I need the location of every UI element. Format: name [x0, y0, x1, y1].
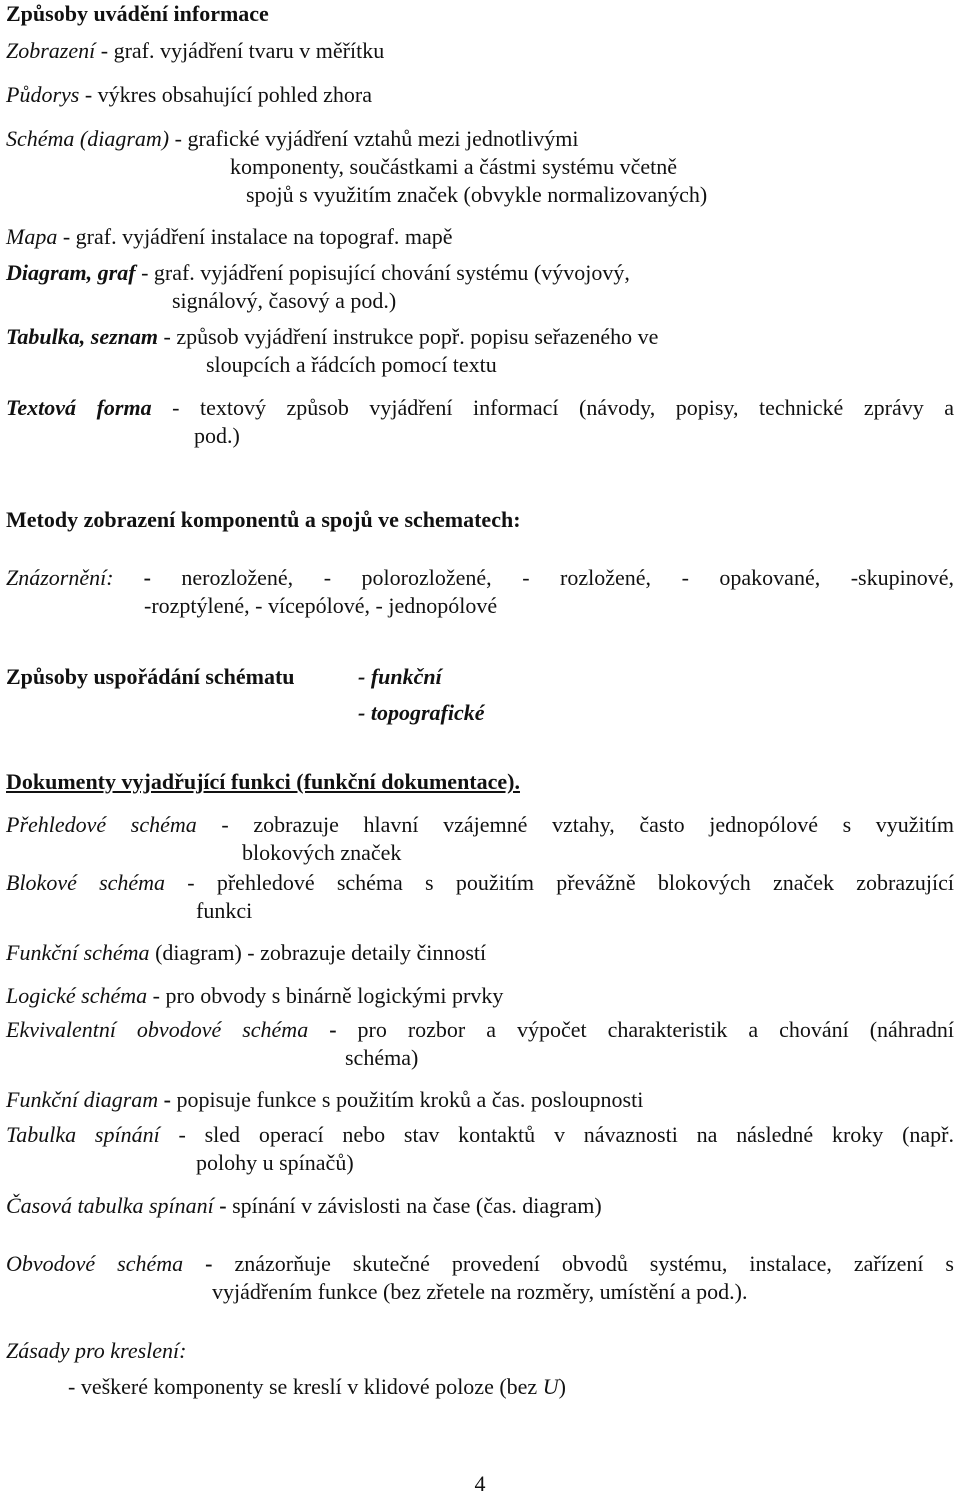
- doc-dash: -: [213, 1193, 227, 1218]
- def-term: Mapa: [6, 224, 58, 249]
- def-continuation: sloupcích a řádcích pomocí textu: [206, 352, 497, 377]
- def-continuation: signálový, časový a pod.): [172, 288, 397, 313]
- def-textova-forma: [6, 394, 954, 450]
- def-tabulka-seznam: [6, 323, 954, 379]
- def-text: - graf. vyjádření instalace na topograf. mapě: [57, 224, 453, 249]
- doc-text: - zobrazuje hlavní vzájemné vztahy, často jednopólové s využitím: [196, 812, 954, 837]
- heading-text: Způsoby uvádění informace: [6, 1, 269, 26]
- doc-dash: -: [183, 1251, 213, 1276]
- def-mapa: [6, 223, 954, 251]
- def-text: - textový způsob vyjádření informací (návody, popisy, technické zprávy a: [151, 395, 955, 420]
- znazorneni-term: Znázornění:: [6, 565, 114, 590]
- znazorneni-line2: -rozptýlené, - vícepólové, - jednopólové: [144, 593, 498, 618]
- doc-text: pro rozbor a výpočet charakteristik a chování (náhradní: [336, 1017, 955, 1042]
- doc-text: - sled operací nebo stav kontaktů v návaznosti na následné kroky (např.: [159, 1122, 954, 1147]
- doc-term: Ekvivalentní obvodové schéma: [6, 1017, 309, 1042]
- def-continuation: pod.): [194, 423, 240, 448]
- doc-continuation: schéma): [345, 1045, 419, 1070]
- heading-methods: [6, 506, 954, 534]
- heading-docs: [6, 768, 954, 796]
- def-continuation: spojů s využitím značek (obvykle normalizovaných): [246, 182, 708, 207]
- heading-text: Metody zobrazení komponentů a spojů ve schematech:: [6, 507, 521, 532]
- doc-prehledove-schema: [6, 811, 954, 867]
- doc-logicke-schema: [6, 982, 954, 1010]
- doc-tabulka-spinani: [6, 1121, 954, 1177]
- doc-term: Tabulka spínání: [6, 1122, 160, 1147]
- heading-main: [6, 0, 954, 28]
- doc-funkcni-schema: [6, 939, 954, 967]
- doc-term: Obvodové schéma: [6, 1251, 184, 1276]
- def-diagram-graf: [6, 259, 954, 315]
- doc-text: znázorňuje skutečné provedení obvodů systému, instalace, zařízení s: [212, 1251, 954, 1276]
- doc-casova-tabulka: [6, 1192, 954, 1220]
- def-term: Diagram, graf: [6, 260, 136, 285]
- doc-continuation: polohy u spínačů): [196, 1150, 354, 1175]
- doc-term: Logické schéma: [6, 983, 148, 1008]
- heading-text: Dokumenty vyjadřující funkci (funkční dokumentace).: [6, 769, 520, 794]
- def-term: Půdorys: [6, 82, 80, 107]
- doc-term: Funkční diagram: [6, 1087, 159, 1112]
- zasady-item: [6, 1373, 954, 1401]
- doc-ekvivalentni-schema: [6, 1016, 954, 1072]
- def-term: Textová forma: [6, 395, 152, 420]
- doc-text: - přehledové schéma s použitím převážně blokových značek zobrazující: [165, 870, 955, 895]
- zasady-heading: Zásady pro kreslení:: [6, 1338, 187, 1363]
- doc-term: Časová tabulka spínaní: [6, 1193, 214, 1218]
- def-term: Zobrazení: [6, 38, 96, 63]
- doc-continuation: vyjádřením funkce (bez zřetele na rozměry, umístění a pod.).: [212, 1279, 748, 1304]
- def-text: - graf. vyjádření tvaru v měřítku: [95, 38, 385, 63]
- doc-continuation: blokových značek: [242, 840, 402, 865]
- def-zobrazeni: [6, 37, 954, 65]
- def-text: - grafické vyjádření vztahů mezi jednotlivými: [169, 126, 579, 151]
- usporadani-label: Způsoby uspořádání schématu: [6, 664, 295, 689]
- def-term: Tabulka, seznam: [6, 324, 159, 349]
- doc-term: Přehledové schéma: [6, 812, 197, 837]
- def-text: - výkres obsahující pohled zhora: [79, 82, 372, 107]
- zasady-block: [6, 1337, 954, 1401]
- doc-text: - pro obvody s binárně logickými prvky: [147, 983, 504, 1008]
- doc-term: Funkční schéma: [6, 940, 150, 965]
- usporadani-option: - funkční: [358, 664, 442, 689]
- doc-text: (diagram) - zobrazuje detaily činností: [149, 940, 487, 965]
- zasady-item-text: - veškeré komponenty se kreslí v klidové poloze (bez: [68, 1374, 543, 1399]
- def-pudorys: [6, 81, 954, 109]
- def-text: - graf. vyjádření popisující chování systému (vývojový,: [135, 260, 630, 285]
- doc-continuation: funkci: [196, 898, 253, 923]
- usporadani-block: [6, 663, 954, 727]
- def-schema: [6, 125, 954, 209]
- zasady-item-var: U: [542, 1374, 559, 1399]
- doc-funkcni-diagram: [6, 1086, 954, 1114]
- def-continuation: komponenty, součástkami a částmi systému včetně: [230, 154, 678, 179]
- znazorneni-block: [6, 564, 954, 620]
- usporadani-option: - topografické: [358, 700, 485, 725]
- znazorneni-dash: -: [143, 565, 151, 590]
- page-number: 4: [474, 1471, 486, 1496]
- doc-dash: -: [308, 1017, 337, 1042]
- doc-text: spínání v závislosti na čase (čas. diagram): [226, 1193, 602, 1218]
- znazorneni-line1: nerozložené, - polorozložené, - rozložené, - opakované, -skupinové,: [150, 565, 954, 590]
- doc-dash: -: [158, 1087, 171, 1112]
- doc-term: Blokové schéma: [6, 870, 166, 895]
- doc-text: popisuje funkce s použitím kroků a čas. posloupnosti: [170, 1087, 644, 1112]
- zasady-item-end: ): [558, 1374, 566, 1399]
- def-term: Schéma (diagram): [6, 126, 170, 151]
- def-text: - způsob vyjádření instrukce popř. popisu seřazeného ve: [158, 324, 659, 349]
- doc-blokove-schema: [6, 869, 954, 925]
- doc-obvodove-schema: [6, 1250, 954, 1306]
